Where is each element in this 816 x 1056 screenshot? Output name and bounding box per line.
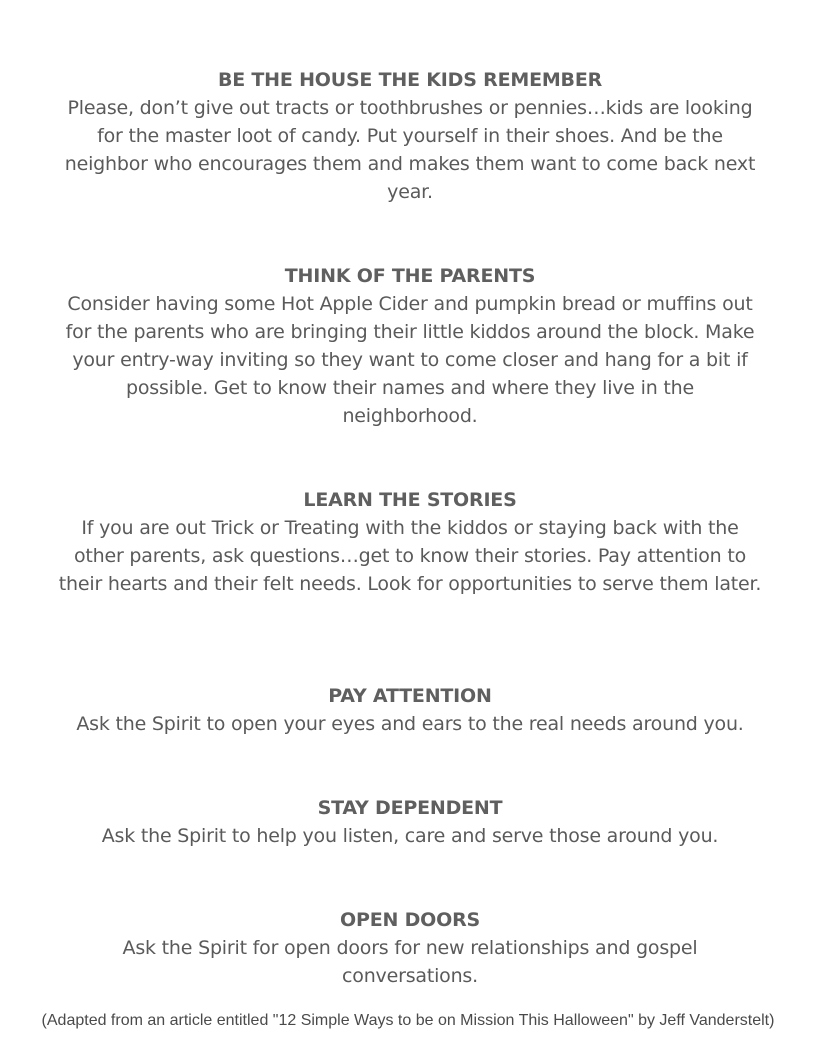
section-heading: BE THE HOUSE THE KIDS REMEMBER bbox=[217, 69, 603, 91]
attribution-footer: (Adapted from an article entitled "12 Simple Ways to be on Mission This Halloween" by Jeff Vanderstelt) bbox=[41, 1012, 775, 1029]
section-body: Ask the Spirit for open doors for new relationships and gospel conversations. bbox=[122, 937, 698, 987]
section-heading: PAY ATTENTION bbox=[328, 685, 492, 707]
section-heading: STAY DEPENDENT bbox=[317, 797, 503, 819]
section-body: Consider having some Hot Apple Cider and pumpkin bread or muffins out for the parents who are bringing their little kiddos around the block. Make your entry-way inviting so they want to come closer and hang for a bit if possible. Get to know their names and where they live in the neighborhood. bbox=[65, 293, 755, 427]
section-open-doors bbox=[56, 906, 764, 990]
section-heading: OPEN DOORS bbox=[340, 909, 480, 931]
section-body: Please, don’t give out tracts or toothbrushes or pennies…kids are looking for the master loot of candy. Put yourself in their shoes. And be the neighbor who encourages them and makes them want to come back next year. bbox=[64, 97, 756, 203]
section-be-the-house bbox=[56, 66, 764, 206]
section-pay-attention bbox=[56, 682, 764, 738]
section-body: If you are out Trick or Treating with the kiddos or staying back with the other parents, ask questions…get to know their stories. Pay attention to their hearts and their felt needs. Look for opportunities to serve them later. bbox=[58, 517, 762, 595]
section-learn-the-stories bbox=[56, 486, 764, 598]
section-body: Ask the Spirit to help you listen, care and serve those around you. bbox=[101, 825, 719, 847]
section-heading: LEARN THE STORIES bbox=[303, 489, 517, 511]
section-heading: THINK OF THE PARENTS bbox=[284, 265, 536, 287]
section-think-of-parents bbox=[56, 262, 764, 430]
section-stay-dependent bbox=[56, 794, 764, 850]
section-body: Ask the Spirit to open your eyes and ears to the real needs around you. bbox=[76, 713, 744, 735]
